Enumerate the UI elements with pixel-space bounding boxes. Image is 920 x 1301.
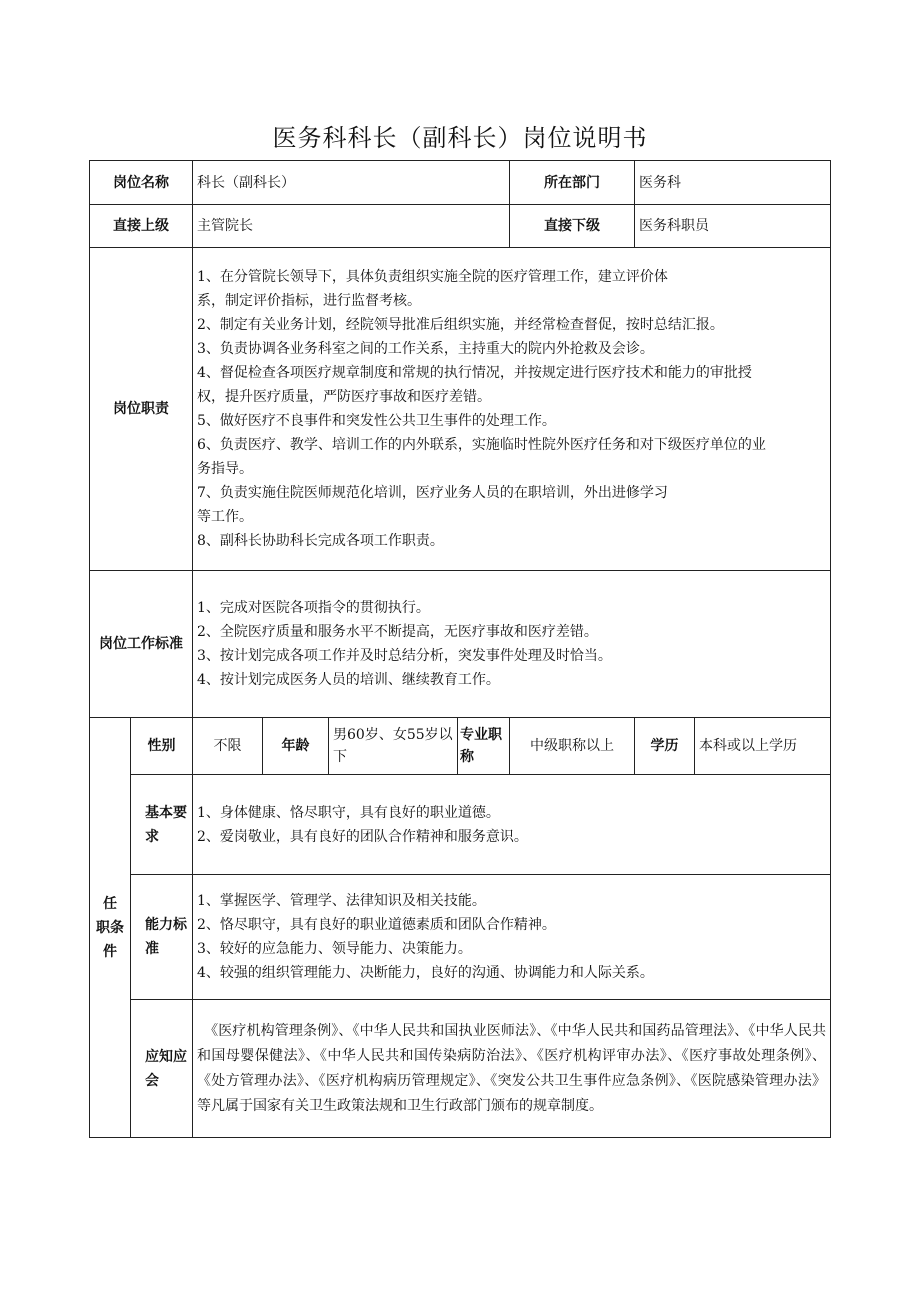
position-name-label: 岗位名称 [90,161,193,205]
duty-line: 权，提升医疗质量，严防医疗事故和医疗差错。 [197,389,491,405]
row-duties [90,248,831,571]
duty-line: 3、负责协调各业务科室之间的工作关系，主持重大的院内外抢救及会诊。 [197,341,654,357]
row-basic-requirements [90,775,831,875]
ability-line: 4、较强的组织管理能力、决断能力，良好的沟通、协调能力和人际关系。 [197,965,654,981]
superior-value: 主管院长 [193,205,510,248]
education-value: 本科或以上学历 [695,718,831,775]
title-value: 中级职称以上 [510,718,635,775]
age-value: 男60岁、女55岁以下 [329,718,458,775]
title-label: 专业职称 [458,718,510,775]
standard-line: 4、按计划完成医务人员的培训、继续教育工作。 [197,672,500,688]
subordinate-label: 直接下级 [510,205,635,248]
standards-label: 岗位工作标准 [90,571,193,718]
knowledge-content: 《医疗机构管理条例》、《中华人民共和国执业医师法》、《中华人民共和国药品管理法》、《中华人民共和国母婴保健法》、《中华人民共和国传染病防治法》、《医疗机构评审办法》、《医疗事故处理条例》、《处方管理办法》、《医疗机构病历管理规定》、《突发公共卫生事件应急条例》、《医院感染管理办法》等凡属于国家有关卫生政策法规和卫生行政部门颁布的规章制度。 [193,1000,831,1138]
basic-req-line: 2、爱岗敬业，具有良好的团队合作精神和服务意识。 [197,828,528,845]
duty-line: 1、在分管院长领导下，具体负责组织实施全院的医疗管理工作，建立评价体 [197,269,668,285]
ability-line: 2、恪尽职守，具有良好的职业道德素质和团队合作精神。 [197,917,556,933]
page-title: 医务科科长（副科长）岗位说明书 [272,124,648,152]
superior-label: 直接上级 [90,205,193,248]
department-label: 所在部门 [510,161,635,205]
ability-line: 1、掌握医学、管理学、法律知识及相关技能。 [197,893,486,909]
ability-content [193,875,831,1000]
standard-line: 2、全院医疗质量和服务水平不断提高，无医疗事故和医疗差错。 [197,624,598,640]
knowledge-label: 应知应会 [131,1000,193,1138]
row-superior [90,205,831,248]
duty-line: 系，制定评价指标，进行监督考核。 [197,293,421,309]
duties-label: 岗位职责 [90,248,193,571]
row-qualification-basics [90,718,831,775]
position-name-value: 科长（副科长） [193,161,510,205]
standard-line: 1、完成对医院各项指令的贯彻执行。 [197,600,430,616]
row-position-name [90,161,831,205]
education-label: 学历 [635,718,695,775]
ability-line: 3、较好的应急能力、领导能力、决策能力。 [197,941,472,957]
standards-content [193,571,831,718]
subordinate-value: 医务科职员 [635,205,831,248]
age-label: 年龄 [263,718,329,775]
basic-req-line: 1、身体健康、恪尽职守，具有良好的职业道德。 [197,804,500,821]
gender-value: 不限 [193,718,263,775]
ability-label: 能力标准 [131,875,193,1000]
job-description-table [89,160,831,1138]
qualifications-section-label: 任 职条 件 [90,718,131,1138]
duty-line: 6、负责医疗、教学、培训工作的内外联系，实施临时性院外医疗任务和对下级医疗单位的业 [197,437,766,453]
duty-line: 4、督促检查各项医疗规章制度和常规的执行情况，并按规定进行医疗技术和能力的审批授 [197,365,752,381]
row-standards [90,571,831,718]
row-knowledge [90,1000,831,1138]
department-value: 医务科 [635,161,831,205]
duty-line: 5、做好医疗不良事件和突发性公共卫生事件的处理工作。 [197,413,556,429]
row-ability-standards [90,875,831,1000]
gender-label: 性别 [131,718,193,775]
duty-line: 等工作。 [197,509,253,525]
duties-content [193,248,831,571]
duty-line: 8、副科长协助科长完成各项工作职责。 [197,533,444,549]
basic-req-label: 基本要求 [131,775,193,875]
standard-line: 3、按计划完成各项工作并及时总结分析，突发事件处理及时恰当。 [197,648,612,664]
duty-line: 2、制定有关业务计划，经院领导批准后组织实施，并经常检查督促，按时总结汇报。 [197,317,724,333]
duty-line: 务指导。 [197,461,253,477]
basic-req-content [193,775,831,875]
duty-line: 7、负责实施住院医师规范化培训，医疗业务人员的在职培训，外出进修学习 [197,485,668,501]
